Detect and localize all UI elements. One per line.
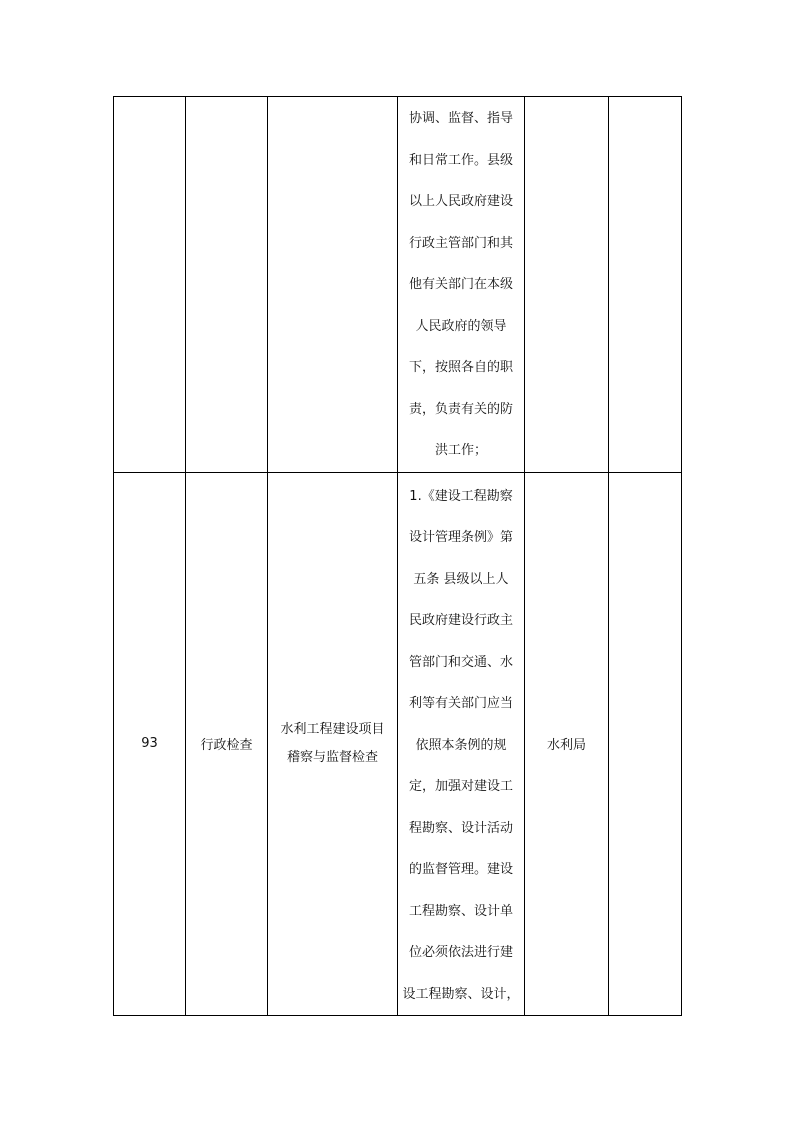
basis-line: 和日常工作。县级 [408,152,513,168]
legal-basis-cell [398,472,525,1016]
item-name-cell [268,472,398,1016]
basis-line: 工程勘察、设计单 [408,903,513,919]
power-list-table [113,96,682,1016]
basis-line: 责，负责有关的防 [408,401,513,417]
note-cell [609,97,682,473]
table-row [114,472,682,1016]
table-row [114,97,682,473]
basis-line: 五条 县级以上人 [413,571,509,587]
basis-line: 设工程勘察、设计， [402,986,520,1002]
basis-line: 他有关部门在本级 [408,277,513,292]
legal-basis-cell [398,97,525,473]
basis-line: 以上人民政府建设 [408,194,513,209]
basis-line: 设计管理条例》第 [408,530,513,545]
category-cell [186,97,268,473]
serial-cell: 93 [114,472,186,1016]
department-cell: 水利局 [525,472,609,1016]
basis-line: 程勘察、设计活动 [408,820,513,836]
basis-line: 管部门和交通、水 [408,654,513,670]
basis-line: 的监督管理。建设 [408,862,513,877]
basis-line: 下，按照各自的职 [408,360,513,375]
basis-line: 定，加强对建设工 [408,779,513,794]
item-name-cell [268,97,398,473]
note-cell [609,472,682,1016]
category-cell: 行政检查 [186,472,268,1016]
basis-line: 民政府建设行政主 [408,613,513,628]
department-cell [525,97,609,473]
basis-line: 人民政府的领导 [415,318,507,334]
basis-line: 利等有关部门应当 [408,696,513,711]
basis-line: 1.《建设工程勘察 [409,488,513,504]
item-name-line: 稽察与监督检查 [286,749,378,765]
basis-line: 洪工作； [434,443,487,458]
serial-cell [114,97,186,473]
item-name-line: 水利工程建设项目 [280,721,385,737]
basis-line: 协调、监督、指导 [408,111,513,126]
basis-line: 位必须依法进行建 [408,945,513,960]
basis-line: 依照本条例的规 [415,737,507,753]
basis-line: 行政主管部门和其 [408,235,513,251]
